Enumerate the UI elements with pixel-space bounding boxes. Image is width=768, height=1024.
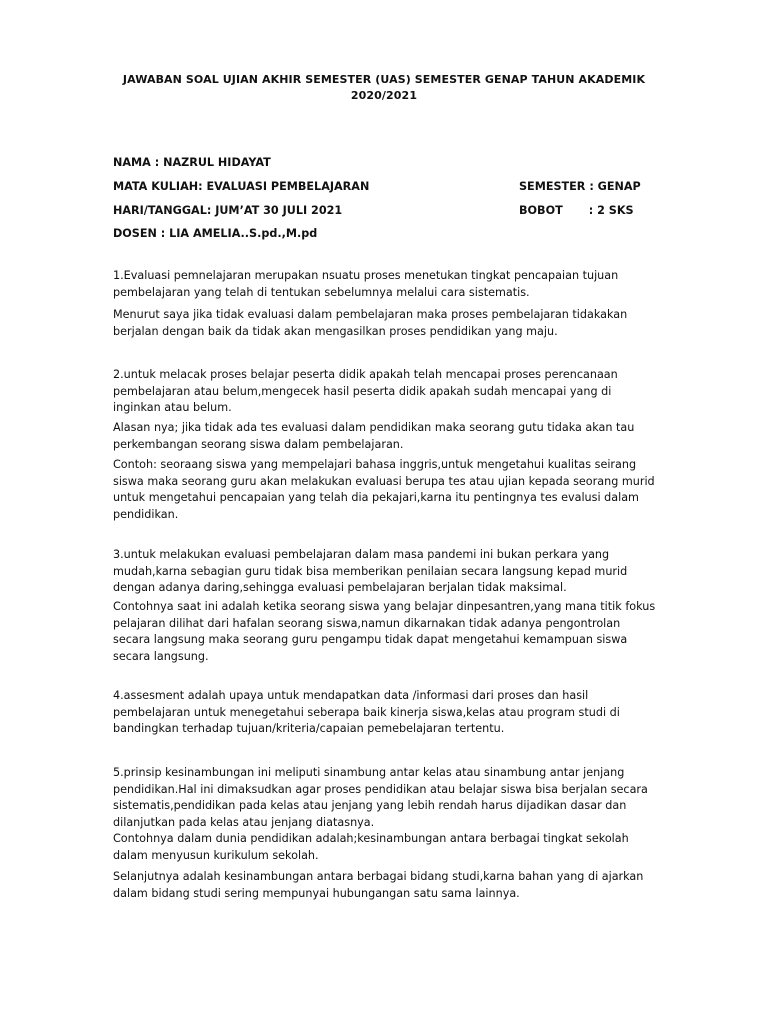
exam-date: HARI/TANGGAL: JUM’AT 30 JULI 2021 xyxy=(113,204,343,217)
text-line: secara langsung. xyxy=(113,649,209,663)
title-line-1: JAWABAN SOAL UJIAN AKHIR SEMESTER (UAS) SEMESTER GENAP TAHUN AKADEMIK xyxy=(122,73,646,86)
text-line: secara langsung maka seorang guru pengampu tidak dapat mengetahui kemampuan siswa xyxy=(113,633,628,646)
text-line: pendidikan.Hal ini dimaksudkan agar proses pendidikan atau belajar siswa bisa berjalan secara xyxy=(113,782,648,796)
answer-3-paragraph-2 xyxy=(113,599,661,665)
answer-2-paragraph-2 xyxy=(113,420,661,453)
text-line: 3.untuk melakukan evaluasi pembelajaran dalam masa pandemi ini bukan perkara yang xyxy=(113,548,610,561)
text-line: 5.prinsip kesinambungan ini meliputi sinambung antar kelas atau sinambung antar jenjang xyxy=(113,766,625,779)
answer-5-paragraph-3 xyxy=(113,869,661,902)
course-name: MATA KULIAH: EVALUASI PEMBELAJARAN xyxy=(113,180,370,193)
text-line: mudah,karna sebagian guru tidak bisa memberikan penilaian secara langsung kepad murid xyxy=(113,564,628,578)
text-line: pembelajaran yang telah di tentukan sebelumnya melalui cara sistematis. xyxy=(113,285,530,299)
answer-1-paragraph-2 xyxy=(113,307,661,340)
text-line: Contoh: seoraang siswa yang mempelajari bahasa inggris,untuk mengetahui kualitas seirang xyxy=(113,458,637,471)
text-line: siswa maka seorang guru akan melakukan evaluasi berupa tes atau ujian kepada seorang murid xyxy=(113,474,655,488)
text-line: Alasan nya; jika tidak ada tes evaluasi dalam pendidikan maka seorang gutu tidaka akan tau xyxy=(113,421,635,434)
text-line: bandingkan terhadap tujuan/kriteria/capaian pemebelajaran tertentu. xyxy=(113,722,505,735)
text-line: untuk mengetahui pencapaian yang telah dia pekajari,karna itu pentingnya tes evalusi dalam xyxy=(113,491,639,504)
text-line: inginkan atau belum. xyxy=(113,401,232,414)
answer-5-paragraph-2 xyxy=(113,831,661,864)
text-line: Contohnya saat ini adalah ketika seorang siswa yang belajar dinpesantren,yang mana titik fokus xyxy=(113,600,656,613)
document-title xyxy=(60,72,708,104)
credit-weight xyxy=(519,203,634,218)
text-line: 4.assesment adalah upaya untuk mendapatkan data /informasi dari proses dan hasil xyxy=(113,689,589,702)
text-line: pendidikan. xyxy=(113,507,179,521)
answer-2-paragraph-1 xyxy=(113,367,661,417)
text-line: dilanjutkan pada kelas atau jenjang diatasnya. xyxy=(113,815,375,829)
credit-weight-label: BOBOT xyxy=(519,204,563,217)
title-line-2: 2020/2021 xyxy=(350,89,418,102)
text-line: 2.untuk melacak proses belajar peserta didik apakah telah mencapai proses perencanaan xyxy=(113,368,618,381)
text-line: dengan adanya daring,sehingga evaluasi pembelajaran berjalan tidak maksimal. xyxy=(113,581,567,594)
student-name: NAMA : NAZRUL HIDAYAT xyxy=(113,156,271,169)
text-line: sistematis,pendidikan pada kelas atau jenjang yang lebih rendah harus dijadikan dasar dan xyxy=(113,799,627,812)
answer-5-paragraph-1 xyxy=(113,765,661,831)
text-line: berjalan dengan baik da tidak akan mengasilkan proses pendidikan yang maju. xyxy=(113,324,558,338)
text-line: pembelajaran untuk menegetahui seberapa baik kinerja siswa,kelas atau program studi di xyxy=(113,705,620,719)
credit-weight-value: : 2 SKS xyxy=(588,204,634,217)
answer-4-paragraph-1 xyxy=(113,688,661,738)
text-line: pelajaran dilihat dari hafalan seorang siswa,namun dikarnakan tidak adanya pengontrolan xyxy=(113,616,621,630)
lecturer-name: DOSEN : LIA AMELIA..S.pd.,M.pd xyxy=(113,227,318,240)
text-line: Selanjutnya adalah kesinambungan antara berbagai bidang studi,karna bahan yang di ajarkan xyxy=(113,870,644,883)
semester-info: SEMESTER : GENAP xyxy=(519,180,641,193)
text-line: pembelajaran atau belum,mengecek hasil peserta didik apakah sudah mencapai yang di xyxy=(113,384,612,398)
text-line: 1.Evaluasi pemnelajaran merupakan nsuatu proses menetukan tingkat pencapaian tujuan xyxy=(113,269,619,282)
answer-2-paragraph-3 xyxy=(113,457,661,523)
text-line: Menurut saya jika tidak evaluasi dalam pembelajaran maka proses pembelajaran tidakakan xyxy=(113,308,628,321)
answer-3-paragraph-1 xyxy=(113,547,661,597)
answer-1-paragraph-1 xyxy=(113,268,661,301)
text-line: dalam menyusun kurikulum sekolah. xyxy=(113,848,319,862)
text-line: Contohnya dalam dunia pendidikan adalah;kesinambungan antara berbagai tingkat sekolah xyxy=(113,832,629,845)
text-line: dalam bidang studi sering mempunyai hubungangan satu sama lainnya. xyxy=(113,886,520,900)
text-line: perkembangan seorang siswa dalam pembelajaran. xyxy=(113,437,404,451)
